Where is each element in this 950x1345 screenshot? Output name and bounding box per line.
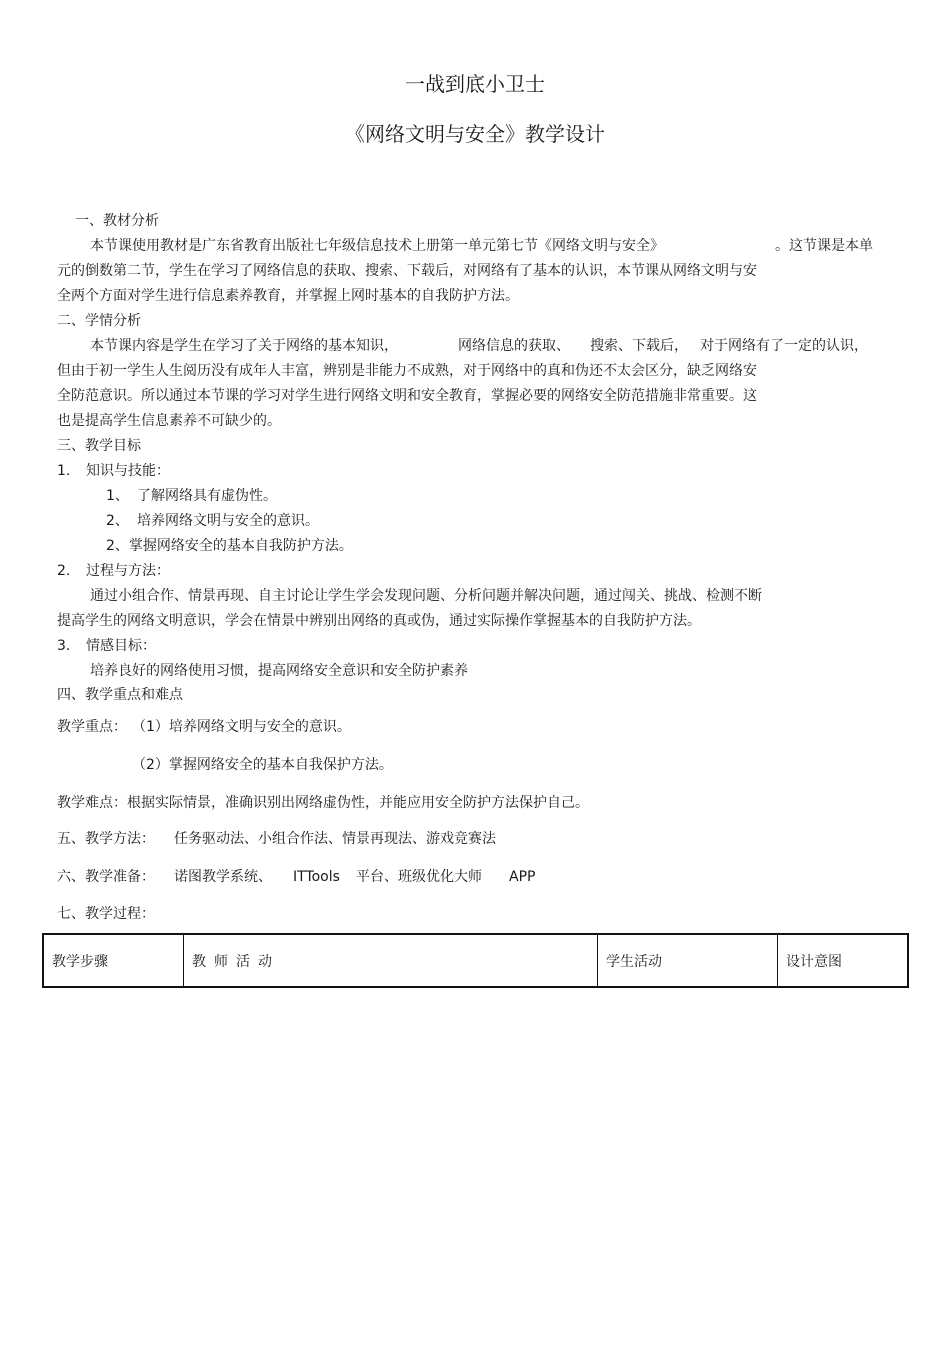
goal-number: 1. (57, 463, 71, 479)
goal-item: 培养网络文明与安全的意识。 (137, 513, 319, 529)
preparation-item: 诺图教学系统、 (174, 869, 272, 885)
paragraph-line: 对于网络有了一定的认识， (700, 338, 868, 354)
table-header-steps: 教学步骤 (44, 935, 184, 986)
paragraph-line: 。这节课是本单 (775, 238, 873, 254)
paragraph-line: 提高学生的网络文明意识，学会在情景中辨别出网络的真或伪，通过实际操作掌握基本的自我防护方法。 (57, 613, 701, 629)
paragraph-line: 但由于初一学生人生阅历没有成年人丰富，辨别是非能力不成熟，对于网络中的真和伪还不太会区分，缺乏网络安 (57, 363, 757, 379)
section-heading-goals: 三、教学目标 (57, 438, 141, 454)
methods-label: 五、教学方法： (57, 831, 155, 847)
methods-value: 任务驱动法、小组合作法、情景再现法、游戏竞赛法 (174, 831, 496, 847)
difficulty-point: 教学难点：根据实际情景，准确识别出网络虚伪性，并能应用安全防护方法保护自己。 (57, 795, 589, 811)
section-heading-students: 二、学情分析 (57, 313, 141, 329)
goal-item: 了解网络具有虚伪性。 (137, 488, 277, 504)
paragraph-line: 搜索、下载后， (590, 338, 688, 354)
preparation-item: APP (509, 869, 536, 885)
table-header-teacher: 教师活动 (184, 935, 598, 986)
paragraph-line: 全两个方面对学生进行信息素养教育，并掌握上网时基本的自我防护方法。 (57, 288, 519, 304)
goal-number: 3. (57, 638, 71, 654)
paragraph-line: 全防范意识。所以通过本节课的学习对学生进行网络文明和安全教育，掌握必要的网络安全防范措施非常重要。这 (57, 388, 757, 404)
paragraph-line: 元的倒数第二节，学生在学习了网络信息的获取、搜索、下载后，对网络有了基本的认识，本节课从网络文明与安 (57, 263, 757, 279)
goal-number: 2. (57, 563, 71, 579)
paragraph-line: 网络信息的获取、 (458, 338, 570, 354)
key-point-item: （2）掌握网络安全的基本自我保护方法。 (132, 757, 393, 773)
document-title: 《网络文明与安全》教学设计 (345, 122, 605, 146)
section-heading-process: 七、教学过程： (57, 906, 155, 922)
goal-label: 情感目标： (86, 638, 156, 654)
paragraph-line: 也是提高学生信息素养不可缺少的。 (57, 413, 281, 429)
goal-item-number: 2、 (106, 513, 129, 529)
goal-label: 过程与方法： (86, 563, 170, 579)
preparation-item: ITTools (293, 869, 340, 885)
paragraph-line: 通过小组合作、情景再现、自主讨论让学生学会发现问题、分析问题并解决问题，通过闯关、挑战、检测不断 (90, 588, 762, 604)
table-header-intent: 设计意图 (786, 953, 842, 970)
key-point-item: （1）培养网络文明与安全的意识。 (132, 719, 351, 735)
teaching-process-table (42, 933, 909, 988)
key-point-label: 教学重点： (57, 719, 127, 735)
preparation-item: 平台、班级优化大师 (356, 869, 482, 885)
goal-item-number: 1、 (106, 488, 129, 504)
section-heading-materials: 一、教材分析 (75, 213, 159, 229)
preparation-label: 六、教学准备： (57, 869, 155, 885)
paragraph-line: 培养良好的网络使用习惯，提高网络安全意识和安全防护素养 (90, 663, 468, 679)
goal-item: 2、掌握网络安全的基本自我防护方法。 (106, 538, 353, 554)
section-heading-keypoints: 四、教学重点和难点 (57, 687, 183, 703)
goal-label: 知识与技能： (86, 463, 170, 479)
document-subtitle: 一战到底小卫士 (405, 72, 545, 96)
paragraph-line: 本节课内容是学生在学习了关于网络的基本知识， (90, 338, 398, 354)
table-header-student: 学生活动 (598, 935, 778, 986)
paragraph-line: 本节课使用教材是广东省教育出版社七年级信息技术上册第一单元第七节《网络文明与安全》 (90, 238, 664, 254)
